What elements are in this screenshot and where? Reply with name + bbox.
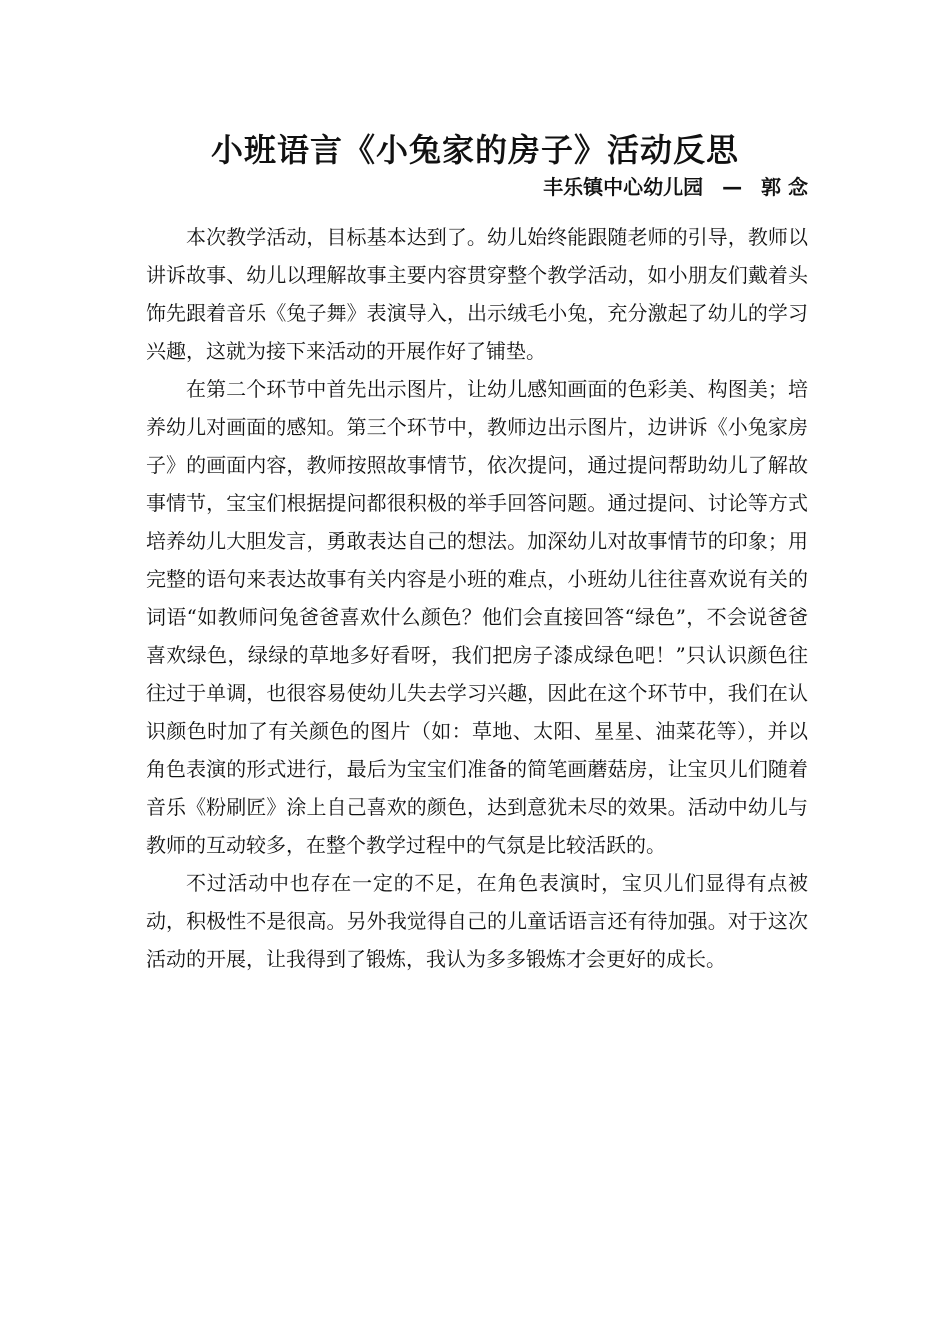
paragraph-2: 在第二个环节中首先出示图片，让幼儿感知画面的色彩美、构图美；培养幼儿对画面的感知。第三个环节中，教师边出示图片，边讲诉《小兔家房子》的画面内容，教师按照故事情节，依次提问，通过提问帮助幼儿了解故事情节，宝宝们根据提问都很积极的举手回答问题。通过提问、讨论等方式培养幼儿大胆发言，勇敢表达自己的想法。加深幼儿对故事情节的印象；用完整的语句来表达故事有关内容是小班的难点，小班幼儿往往喜欢说有关的词语“如教师问兔爸爸喜欢什么颜色？他们会直接回答“绿色”，不会说爸爸喜欢绿色，绿绿的草地多好看呀，我们把房子漆成绿色吧！”只认识颜色往往过于单调，也很容易使幼儿失去学习兴趣，因此在这个环节中，我们在认识颜色时加了有关颜色的图片（如：草地、太阳、星星、油菜花等），并以角色表演的形式进行，最后为宝宝们准备的简笔画蘑菇房，让宝贝儿们随着音乐《粉刷匠》涂上自己喜欢的颜色，达到意犹未尽的效果。活动中幼儿与教师的互动较多，在整个教学过程中的气氛是比较活跃的。 <box>146 377 808 857</box>
author-byline <box>543 172 808 202</box>
byline-dash: — <box>722 175 743 199</box>
school-name: 丰乐镇中心幼儿园 <box>543 175 704 199</box>
document-body <box>146 218 808 978</box>
author-name: 郭 念 <box>761 175 808 199</box>
document-title: 小班语言《小兔家的房子》活动反思 <box>210 131 739 169</box>
paragraph-3: 不过活动中也存在一定的不足，在角色表演时，宝贝儿们显得有点被动，积极性不是很高。另外我觉得自己的儿童话语言还有待加强。对于这次活动的开展，让我得到了锻炼，我认为多多锻炼才会更好的成长。 <box>146 871 808 971</box>
paragraph-1: 本次教学活动，目标基本达到了。幼儿始终能跟随老师的引导，教师以讲诉故事、幼儿以理解故事主要内容贯穿整个教学活动，如小朋友们戴着头饰先跟着音乐《兔子舞》表演导入，出示绒毛小兔，充分激起了幼儿的学习兴趣，这就为接下来活动的开展作好了铺垫。 <box>146 225 808 363</box>
